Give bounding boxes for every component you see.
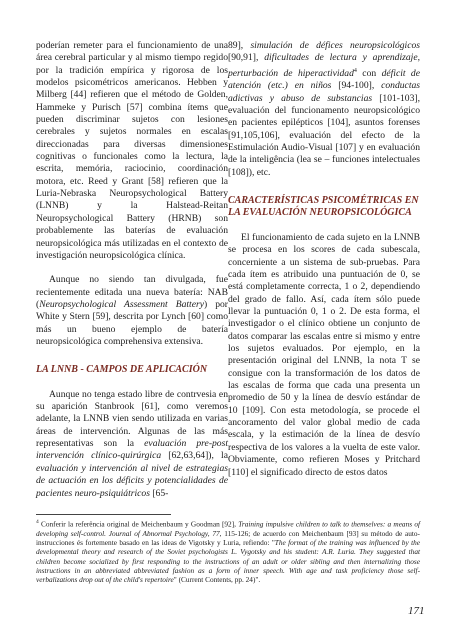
body-paragraph: 89], simulación de défices neuropsicológicos [90,91], dificultades de lectura y aprendizaje, perturbación de hiperactividad$^4$ con déficit de atención (etc.) en niños [94-100], conductas adictivas y abuso de substancias [101-103], evaluación del funcionamento neuropsicológico en pacientes epilépticos [104], asuntos forenses [91,105,106], evaluación del efecto de la Estimulación Audio-Visual [107] y en evaluación de la inteligência (lea se – funciones intelectuales [108]), etc. (228, 40, 421, 178)
body-paragraph: Aunque no siendo tan divulgada, fue recientemente editada una nueva batería: NAB (Neuropsychological Assessment Battery) por White y Stern [59], descrita por Lynch [60] como más un bueno ejemplo de batería neuropsicológica comprehensiva extensiva. (36, 274, 228, 347)
page-number: 171 (408, 605, 425, 617)
body-paragraph: Aunque no tenga estado libre de contrvesia en su aparición Stanbrook [61], como veremos adelante, la LNNB vien sendo utilizada en varias áreas de intervención. Algunas de las más representativas son la evaluación pre-post intervención clínico-quirúrgica [62,63,64]), la evaluación y intervención al nivel de estrategias de actuación en los déficits y potencialidades de pacientes neuro-psiquiátricos [65- (36, 388, 229, 499)
footnote-marker: 4 (36, 519, 39, 525)
footnote: $^4$ Conferir la referência original de Meichenbaum y Goodman [92], Training impulsive children to talk to themselves: a means of developing self-control. Journal of Abnormal Psychology, 77, 115-126; de acuerdo con Meichenbaum [93] su método de auto-instrucciones és fortemente basado en las ideas de Vigotsky y Luria, refiendo: "The format of the training was influenced by the developmental theory and research of the Soviet psychologists L. Vygotsky and his student: A.R. Luria. They suggested that children become socialized by first responding to the instructions of an adult or older sibling and then internalizing those instructions in an abbreviated abbreviated fashion as a form of inner speech. With age and task proficiency those self-verbalizations drop out of the child's repertoire" (Current Contents, pp. 24)". (36, 519, 420, 585)
left-column (36, 40, 228, 500)
section-heading: CARACTERÍSTICAS PSICOMÉTRICAS EN LA EVALUACIÓN NEUROPSICOLÓGICA (228, 194, 419, 219)
footnote-marker: 4 (353, 67, 357, 74)
body-paragraph: poderían remeter para el funcionamiento de una área cerebral particular y al mismo tiempo regido por la tradición empírica y rigorosa de los modelos psicométricos americanos. Hebben y Milberg [44] refieren que el método de Golden, Hammeke y Purisch [57] combina ítems que pueden discriminar sujetos con lesiones cerebrales y sujetos normales en escalas direccionadas para diversas dimensiones cognitivas o funcionales como la lectura, la escrita, memória, raciocinio, coordinación motora, etc. Reed y Grant [58] refieren que la Luria-Nebraska Neuropsychological Battery (LNNB) y la Halstead-Reitan Neuropsychological Battery (HRNB) son probablemente las baterías de evaluación neuropsicológica más utilizadas en el contexto de investigación neuropsicológica clínica. (36, 40, 228, 261)
body-paragraph: El funcionamiento de cada sujeto en la LNNB se procesa en los scores de cada subescala, concerniente a un sistema de sub-pruebas. Para cada ítem es atribuido una puntuación de 0, se está completamente correcta, 1 o 2, dependiendo del grado de fallo. Así, cada ítem sólo puede llevar la puntuación 0, 1 o 2. De esta forma, el investigador o el clínico obtiene un conjunto de datos comparar las escalas entre si mismo y entre los sujetos evaluados. Por ejemplo, en la presentación original del LNNB, la nota T se consigue con la transformación de los datos de las escalas de forma que cada una presenta un promedio de 50 y la línea de desvío estándar de 10 [109]. Con esta metodología, se procede el ancoramento del valor global medio de cada escala, y la estimación de la línea de desvío respectiva de los valores a la vuelta de este valor. Obviamente, como refieren Moses y Pritchard [110] el significado directo de estos datos (228, 231, 420, 478)
right-column (228, 40, 420, 479)
footnote-divider (36, 514, 171, 515)
section-heading: LA LNNB - CAMPOS DE APLICACIÓN (36, 364, 208, 376)
